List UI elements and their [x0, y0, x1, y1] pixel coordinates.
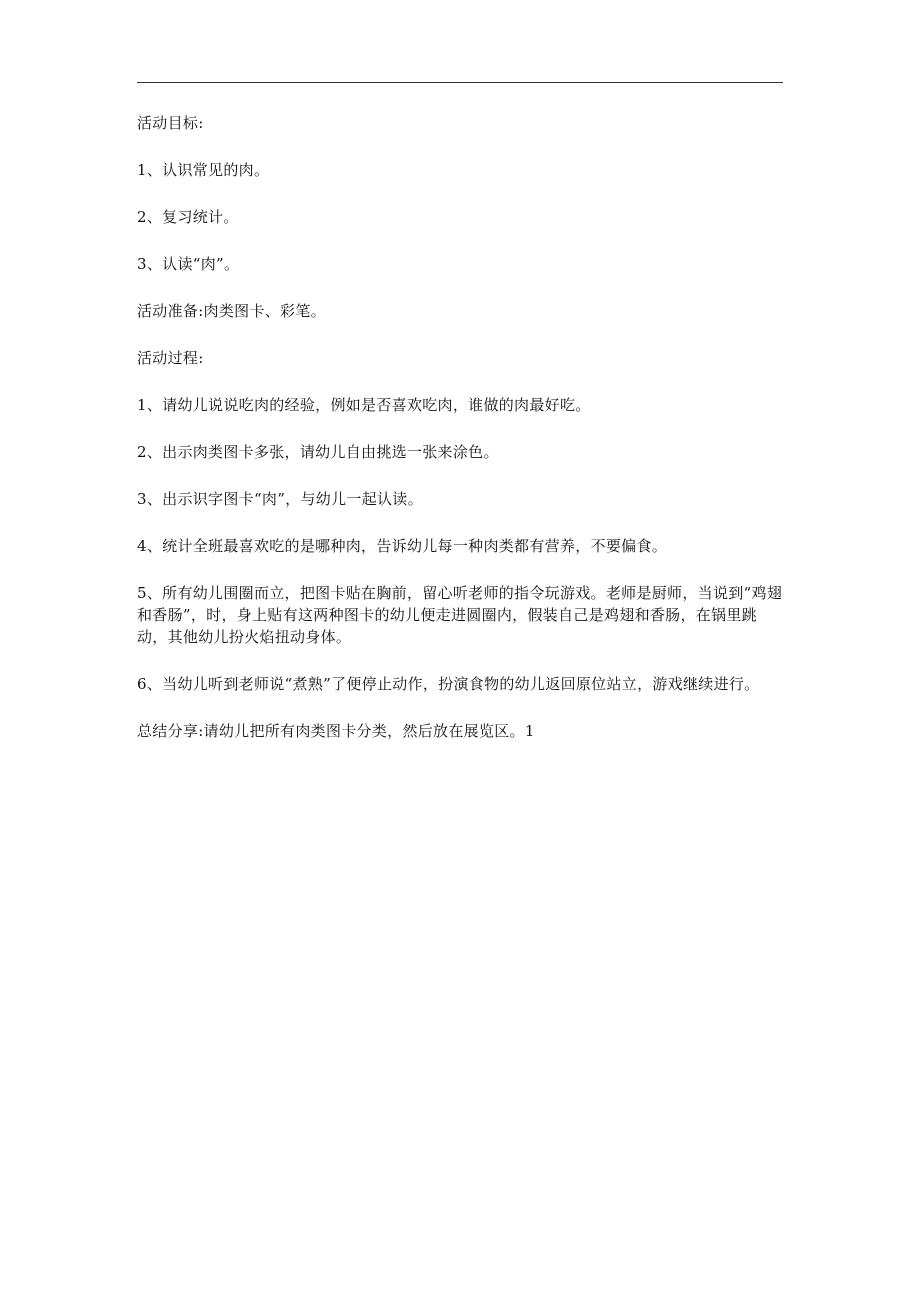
process-step-5: 5、所有幼儿围圈而立，把图卡贴在胸前，留心听老师的指令玩游戏。老师是厨师，当说到“鸡翅和香肠”，时，身上贴有这两种图卡的幼儿便走进圆圈内，假装自己是鸡翅和香肠，在锅里跳动，其他幼儿扮火焰扭动身体。	[137, 584, 783, 646]
process-step-2: 2、出示肉类图卡多张，请幼儿自由挑选一张来涂色。	[137, 443, 499, 461]
process-step-6: 6、当幼儿听到老师说“煮熟”了便停止动作，扮演食物的幼儿返回原位站立，游戏继续进行。	[137, 675, 760, 693]
summary-line: 总结分享:请幼儿把所有肉类图卡分类，然后放在展览区。1	[137, 722, 535, 740]
goal-item-1: 1、认识常见的肉。	[137, 161, 270, 179]
section-heading-process: 活动过程:	[137, 349, 204, 367]
section-heading-goals: 活动目标:	[137, 114, 204, 132]
process-step-3: 3、出示识字图卡“肉”，与幼儿一起认读。	[137, 490, 423, 508]
preparation-line: 活动准备:肉类图卡、彩笔。	[137, 302, 326, 320]
process-step-4: 4、统计全班最喜欢吃的是哪种肉，告诉幼儿每一种肉类都有营养，不要偏食。	[137, 537, 668, 555]
document-body	[137, 112, 783, 767]
header-rule	[137, 82, 783, 83]
goal-item-2: 2、复习统计。	[137, 208, 239, 226]
goal-item-3: 3、认读“肉”。	[137, 255, 240, 273]
process-step-1: 1、请幼儿说说吃肉的经验，例如是否喜欢吃肉，谁做的肉最好吃。	[137, 396, 591, 414]
